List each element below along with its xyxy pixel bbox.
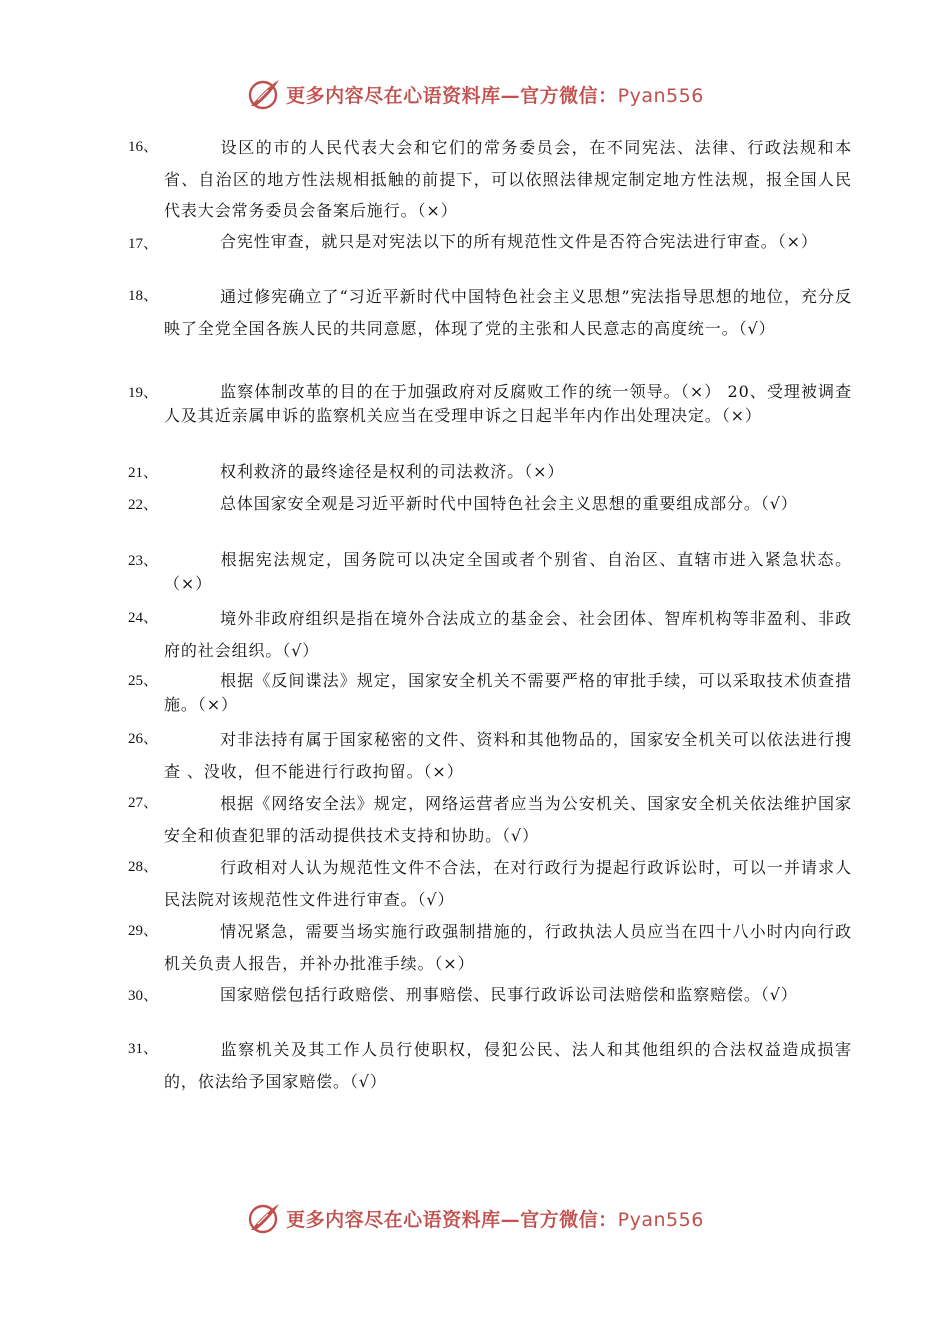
banner-content [246, 76, 704, 112]
quill-logo-icon [246, 1200, 282, 1236]
banner-wechat-id: Pyan556 [617, 84, 704, 107]
item-number: 23、 [128, 553, 159, 569]
item-number: 25、 [128, 673, 159, 689]
item-body [164, 492, 852, 516]
item-text: 监察机关及其工作人员行使职权，侵犯公民、法人和其他组织的合法权益造成损害的，依法给予国家赔偿。（√） [164, 1040, 852, 1091]
item-number: 21、 [128, 465, 159, 481]
banner-slogan: 更多内容尽在心语资料库—官方微信： [286, 1208, 618, 1231]
banner-slogan: 更多内容尽在心语资料库—官方微信： [286, 84, 618, 107]
item-body [164, 1034, 852, 1097]
quill-logo-icon [246, 76, 282, 112]
item-body [164, 916, 852, 979]
item-text: 总体国家安全观是习近平新时代中国特色社会主义思想的重要组成部分。（√） [220, 494, 798, 513]
item-text: 境外非政府组织是指在境外合法成立的基金会、社会团体、智库机构等非盈利、非政府的社会组织。（√） [164, 609, 852, 660]
item-text: 通过修宪确立了“习近平新时代中国特色社会主义思想”宪法指导思想的地位，充分反映了全党全国各族人民的共同意愿，体现了党的主张和人民意志的高度统一。（√） [164, 287, 852, 338]
item-text: 行政相对人认为规范性文件不合法，在对行政行为提起行政诉讼时，可以一并请求人民法院对该规范性文件进行审查。（√） [164, 858, 852, 909]
item-number: 28、 [128, 859, 159, 875]
item-body [164, 724, 852, 787]
item-number: 29、 [128, 923, 159, 939]
item-number: 22、 [128, 497, 159, 513]
item-text: 情况紧急，需要当场实施行政强制措施的，行政执法人员应当在四十八小时内向行政机关负责人报告，并补办批准手续。（×） [164, 922, 852, 973]
item-body [164, 380, 852, 428]
item-text: 根据《网络安全法》规定，网络运营者应当为公安机关、国家安全机关依法维护国家安全和侦查犯罪的活动提供技术支持和协助。（√） [164, 794, 852, 845]
item-number: 19、 [128, 385, 159, 401]
item-number: 26、 [128, 731, 159, 747]
banner-wechat-id: Pyan556 [617, 1208, 704, 1231]
item-text: 监察体制改革的目的在于加强政府对反腐败工作的统一领导。（×） 20、受理被调查人及其近亲属申诉的监察机关应当在受理申诉之日起半年内作出处理决定。（×） [164, 382, 852, 425]
item-text: 合宪性审查，就只是对宪法以下的所有规范性文件是否符合宪法进行审查。（×） [220, 232, 818, 251]
item-number: 17、 [128, 236, 159, 252]
item-body [164, 132, 852, 227]
footer-banner [0, 1198, 950, 1238]
item-body [164, 852, 852, 915]
item-text: 对非法持有属于国家秘密的文件、资料和其他物品的，国家安全机关可以依法进行搜查 、没收，但不能进行行政拘留。（×） [164, 730, 852, 781]
item-body [164, 603, 852, 666]
item-number: 27、 [128, 795, 159, 811]
item-body [164, 230, 852, 254]
header-banner [0, 74, 950, 114]
item-text: 根据《反间谍法》规定，国家安全机关不需要严格的审批手续，可以采取技术侦查措施。（×） [164, 671, 852, 714]
item-body [164, 281, 852, 344]
item-text: 国家赔偿包括行政赔偿、刑事赔偿、民事行政诉讼司法赔偿和监察赔偿。（√） [220, 985, 798, 1004]
item-number: 24、 [128, 610, 159, 626]
item-text: 设区的市的人民代表大会和它们的常务委员会，在不同宪法、法律、行政法规和本省、自治区的地方性法规相抵触的前提下，可以依照法律规定制定地方性法规，报全国人民代表大会常务委员会备案后施行。（×） [164, 138, 852, 220]
item-number: 31、 [128, 1041, 159, 1057]
item-body [164, 460, 852, 484]
item-body [164, 669, 852, 717]
item-body [164, 548, 852, 596]
banner-content [246, 1200, 704, 1236]
item-number: 30、 [128, 988, 159, 1004]
item-text: 权利救济的最终途径是权利的司法救济。（×） [220, 462, 565, 481]
banner-text [286, 1205, 704, 1232]
item-body [164, 788, 852, 851]
item-number: 16、 [128, 139, 159, 155]
banner-text [286, 81, 704, 108]
item-number: 18、 [128, 288, 159, 304]
item-text: 根据宪法规定，国务院可以决定全国或者个别省、自治区、直辖市进入紧急状态。（×） [164, 550, 852, 593]
item-body [164, 983, 852, 1007]
